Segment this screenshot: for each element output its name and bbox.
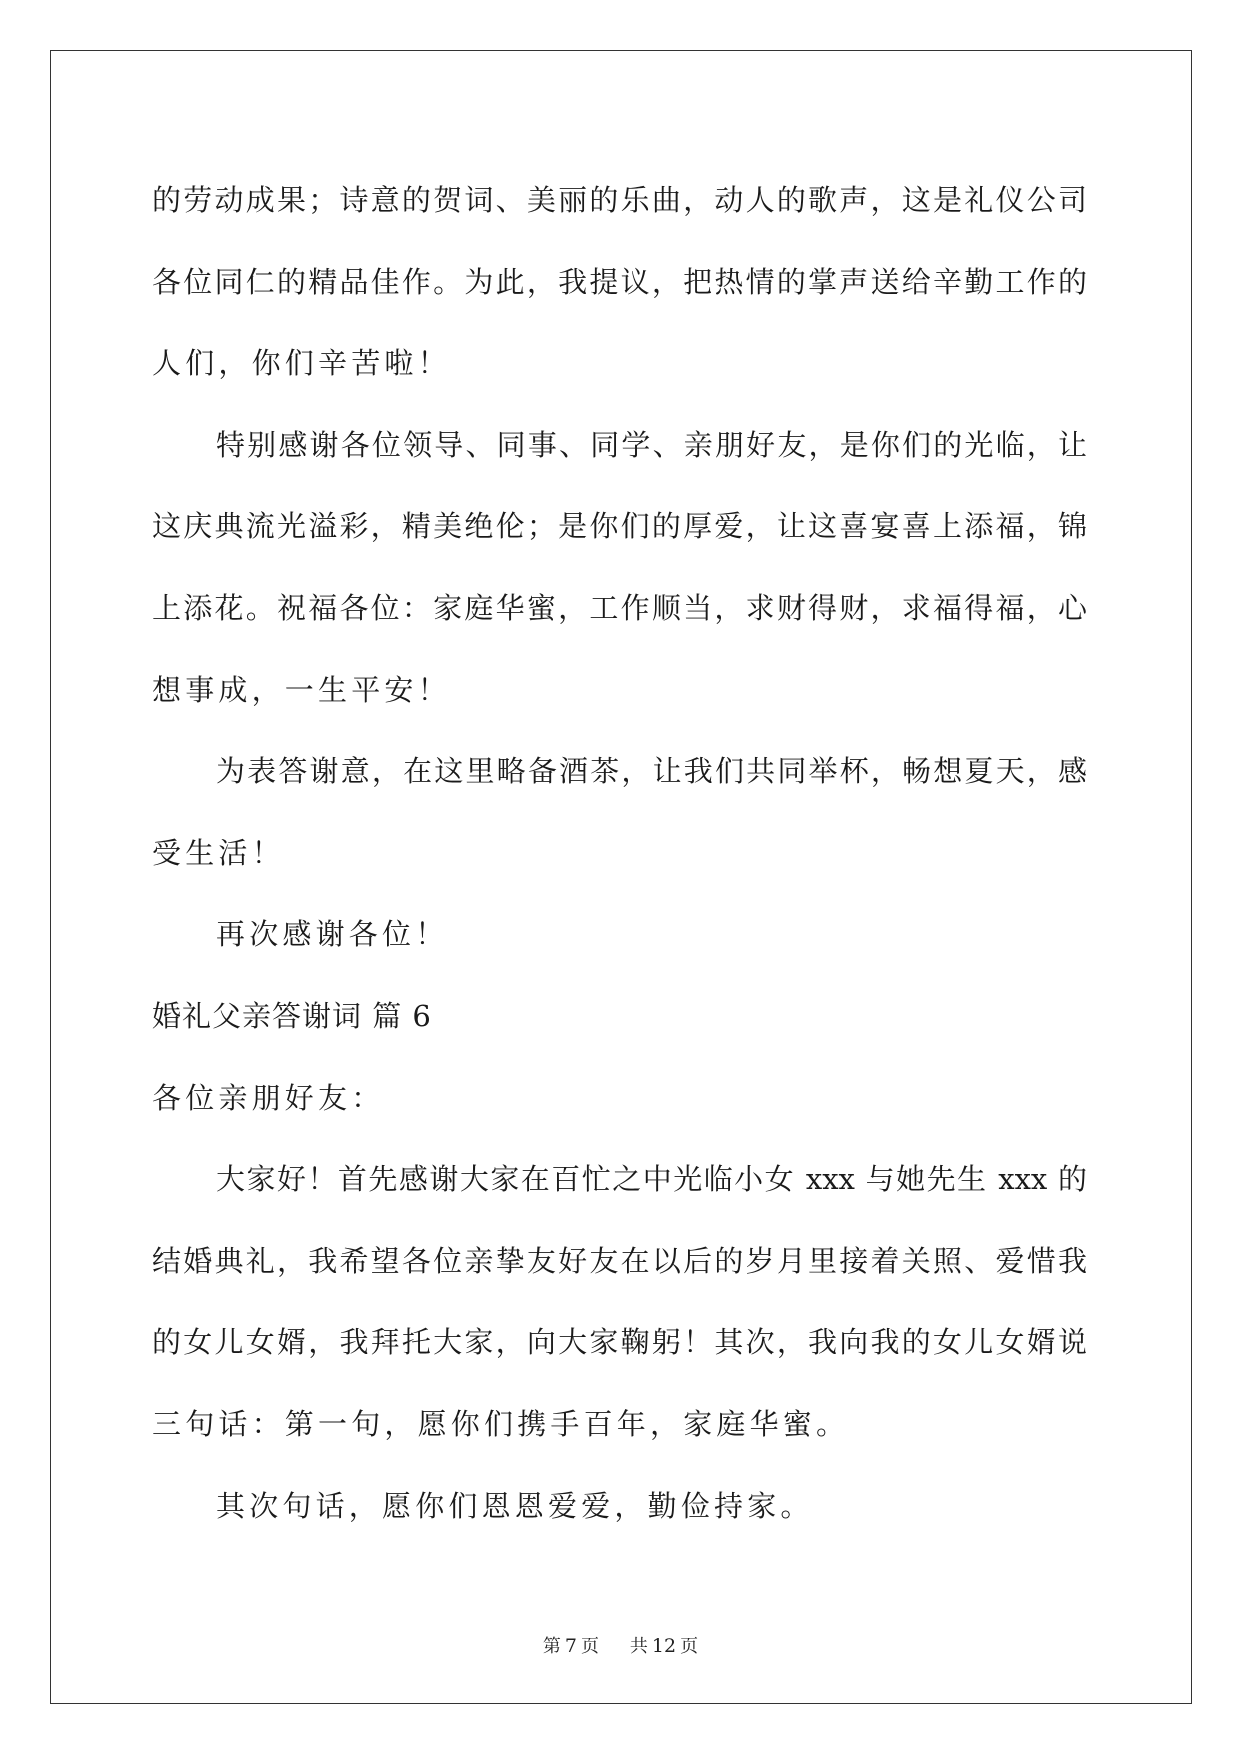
text-line-16: 三句话：第一句，愿你们携手百年，家庭华蜜。 [152, 1406, 850, 1441]
text-line-5: 这庆典流光溢彩，精美绝伦；是你们的厚爱，让这喜宴喜上添福，锦 [152, 509, 1087, 544]
page-number-label: 第 7 页 [542, 1635, 599, 1657]
page-footer [0, 1632, 1241, 1658]
document-body [152, 160, 1087, 1547]
text-line-13: 大家好！首先感谢大家在百忙之中光临小女 xxx 与她先生 xxx 的 [216, 1162, 1087, 1197]
text-line-14: 结婚典礼，我希望各位亲挚友好友在以后的岁月里接着关照、爱惜我 [152, 1243, 1087, 1278]
text-line-10: 再次感谢各位！ [216, 917, 449, 952]
text-line-4: 特别感谢各位领导、同事、同学、亲朋好友，是你们的光临，让 [216, 427, 1087, 462]
text-line-9: 受生活！ [152, 835, 285, 870]
text-line-1: 的劳动成果；诗意的贺词、美丽的乐曲，动人的歌声，这是礼仪公司 [152, 183, 1087, 217]
salutation: 各位亲朋好友： [152, 1080, 385, 1115]
text-line-15: 的女儿女婿，我拜托大家，向大家鞠躬！其次，我向我的女儿女婿说 [152, 1325, 1087, 1360]
text-line-6: 上添花。祝福各位：家庭华蜜，工作顺当，求财得财，求福得福，心 [152, 590, 1087, 625]
section-heading: 婚礼父亲答谢词 篇 6 [152, 998, 432, 1033]
text-line-3: 人们，你们辛苦啦！ [152, 346, 451, 381]
text-line-2: 各位同仁的精品佳作。为此，我提议，把热情的掌声送给辛勤工作的 [152, 264, 1087, 299]
text-line-17: 其次句话，愿你们恩恩爱爱，勤俭持家。 [216, 1488, 814, 1523]
page-total-label: 共 12 页 [629, 1635, 699, 1657]
text-line-7: 想事成，一生平安！ [152, 672, 451, 707]
text-line-8: 为表答谢意，在这里略备酒茶，让我们共同举杯，畅想夏天，感 [216, 754, 1087, 789]
